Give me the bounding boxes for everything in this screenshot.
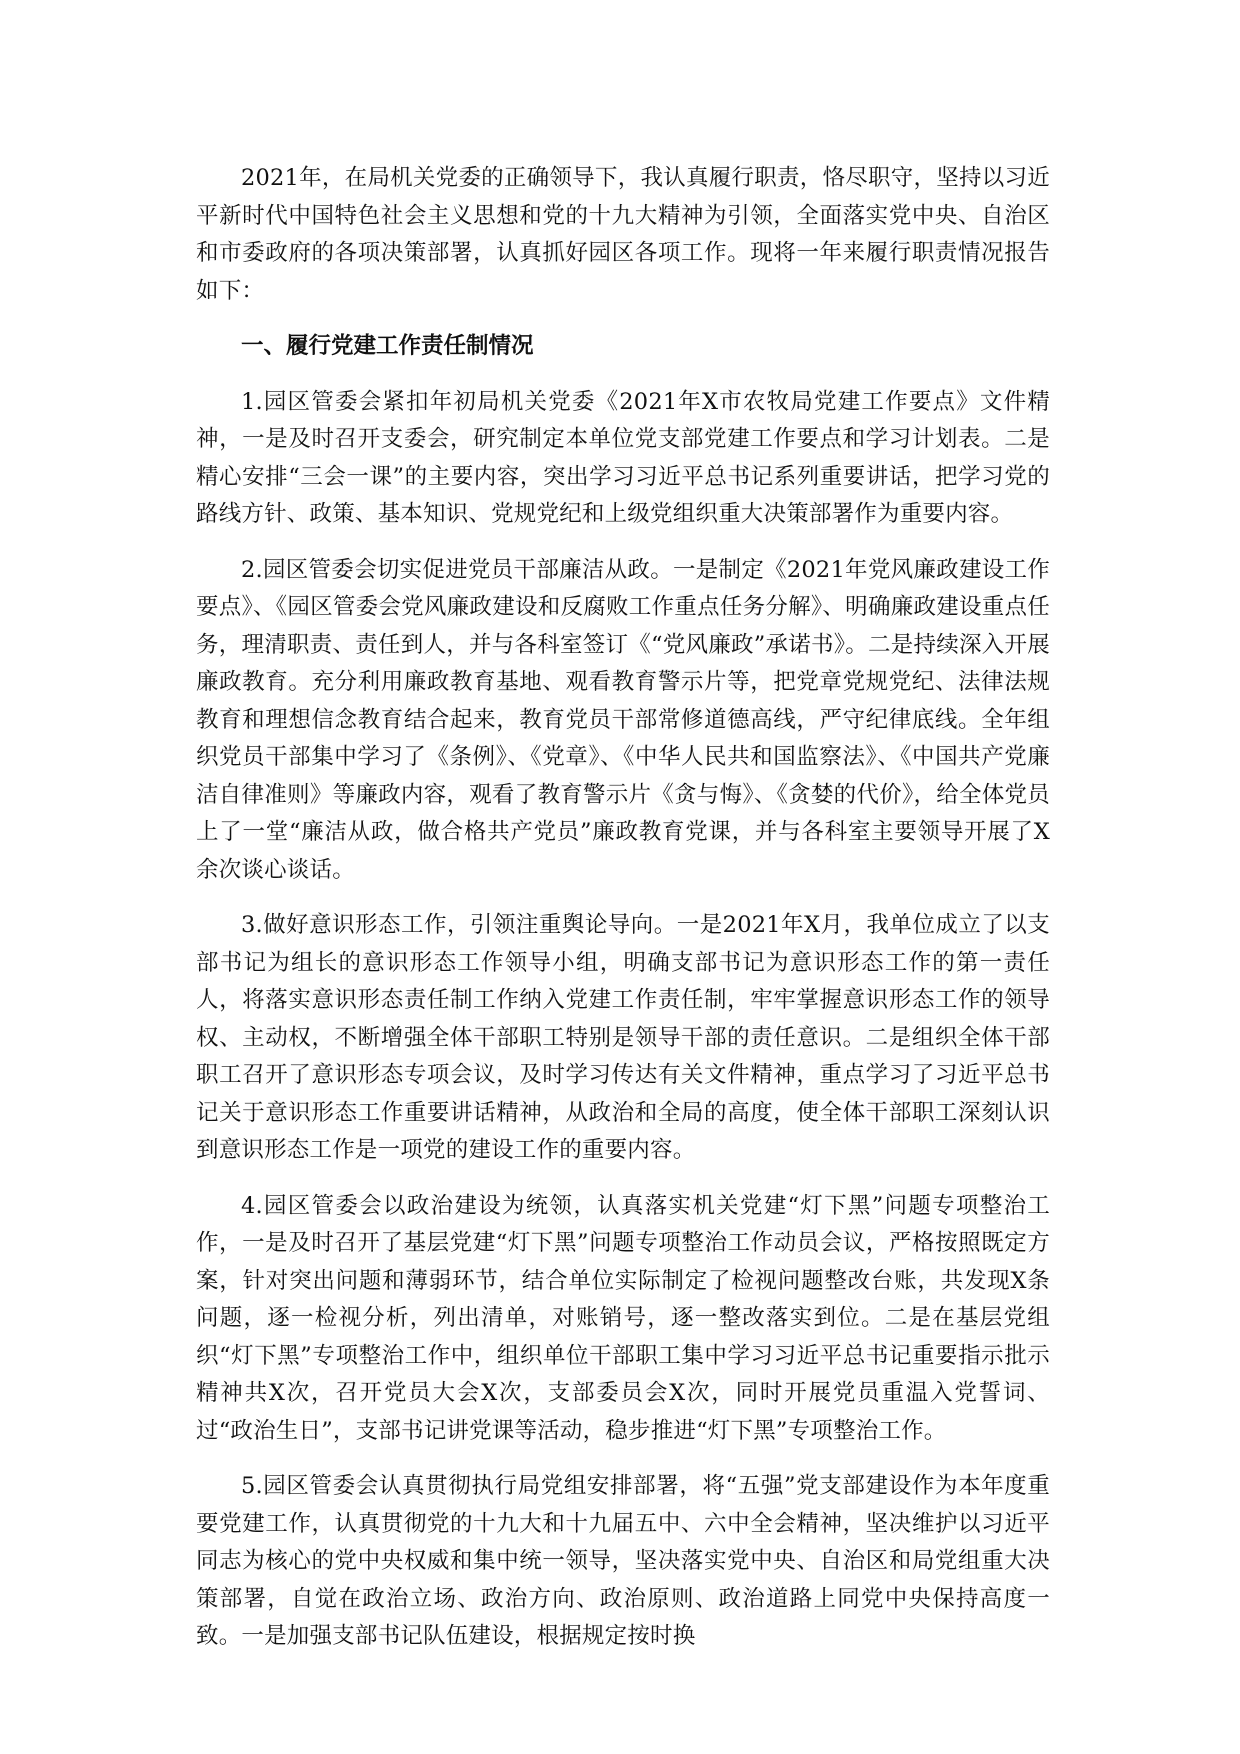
paragraph-1: 1.园区管委会紧扣年初局机关党委《2021年X市农牧局党建工作要点》文件精神，一是及时召开支委会，研究制定本单位党支部党建工作要点和学习计划表。二是精心安排“三会一课”的主要内容，突出学习习近平总书记系列重要讲话，把学习党的路线方针、政策、基本知识、党规党纪和上级党组织重大决策部署作为重要内容。 bbox=[196, 388, 1050, 527]
paragraph-5: 5.园区管委会认真贯彻执行局党组安排部署，将“五强”党支部建设作为本年度重要党建工作，认真贯彻党的十九大和十九届五中、六中全会精神，坚决维护以习近平同志为核心的党中央权威和集中统一领导，坚决落实党中央、自治区和局党组重大决策部署，自觉在政治立场、政治方向、政治原则、政治道路上同党中央保持高度一致。一是加强支部书记队伍建设，根据规定按时换 bbox=[196, 1473, 1050, 1649]
document-page bbox=[196, 160, 1050, 1674]
paragraph-4: 4.园区管委会以政治建设为统领，认真落实机关党建“灯下黑”问题专项整治工作，一是及时召开了基层党建“灯下黑”问题专项整治工作动员会议，严格按照既定方案，针对突出问题和薄弱环节，结合单位实际制定了检视问题整改台账，共发现X条问题，逐一检视分析，列出清单，对账销号，逐一整改落实到位。二是在基层党组织“灯下黑”专项整治工作中，组织单位干部职工集中学习习近平总书记重要指示批示精神共X次，召开党员大会X次，支部委员会X次，同时开展党员重温入党誓词、过“政治生日”，支部书记讲党课等活动，稳步推进“灯下黑”专项整治工作。 bbox=[196, 1192, 1050, 1444]
paragraph-2: 2.园区管委会切实促进党员干部廉洁从政。一是制定《2021年党风廉政建设工作要点》、《园区管委会党风廉政建设和反腐败工作重点任务分解》、明确廉政建设重点任务，理清职责、责任到人，并与各科室签订《“党风廉政”承诺书》。二是持续深入开展廉政教育。充分利用廉政教育基地、观看教育警示片等，把党章党规党纪、法律法规教育和理想信念教育结合起来，教育党员干部常修道德高线，严守纪律底线。全年组织党员干部集中学习了《条例》、《党章》、《中华人民共和国监察法》、《中国共产党廉洁自律准则》等廉政内容，观看了教育警示片《贪与悔》、《贪婪的代价》，给全体党员上了一堂“廉洁从政，做合格共产党员”廉政教育党课，并与各科室主要领导开展了X余次谈心谈话。 bbox=[196, 556, 1050, 883]
section-heading: 一、履行党建工作责任制情况 bbox=[241, 333, 534, 359]
intro-paragraph: 2021年，在局机关党委的正确领导下，我认真履行职责，恪尽职守，坚持以习近平新时代中国特色社会主义思想和党的十九大精神为引领，全面落实党中央、自治区和市委政府的各项决策部署，认真抓好园区各项工作。现将一年来履行职责情况报告如下： bbox=[196, 165, 1050, 304]
paragraph-3: 3.做好意识形态工作，引领注重舆论导向。一是2021年X月，我单位成立了以支部书记为组长的意识形态工作领导小组，明确支部书记为意识形态工作的第一责任人，将落实意识形态责任制工作纳入党建工作责任制，牢牢掌握意识形态工作的领导权、主动权，不断增强全体干部职工特别是领导干部的责任意识。二是组织全体干部职工召开了意识形态专项会议，及时学习传达有关文件精神，重点学习了习近平总书记关于意识形态工作重要讲话精神，从政治和全局的高度，使全体干部职工深刻认识到意识形态工作是一项党的建设工作的重要内容。 bbox=[196, 912, 1050, 1163]
